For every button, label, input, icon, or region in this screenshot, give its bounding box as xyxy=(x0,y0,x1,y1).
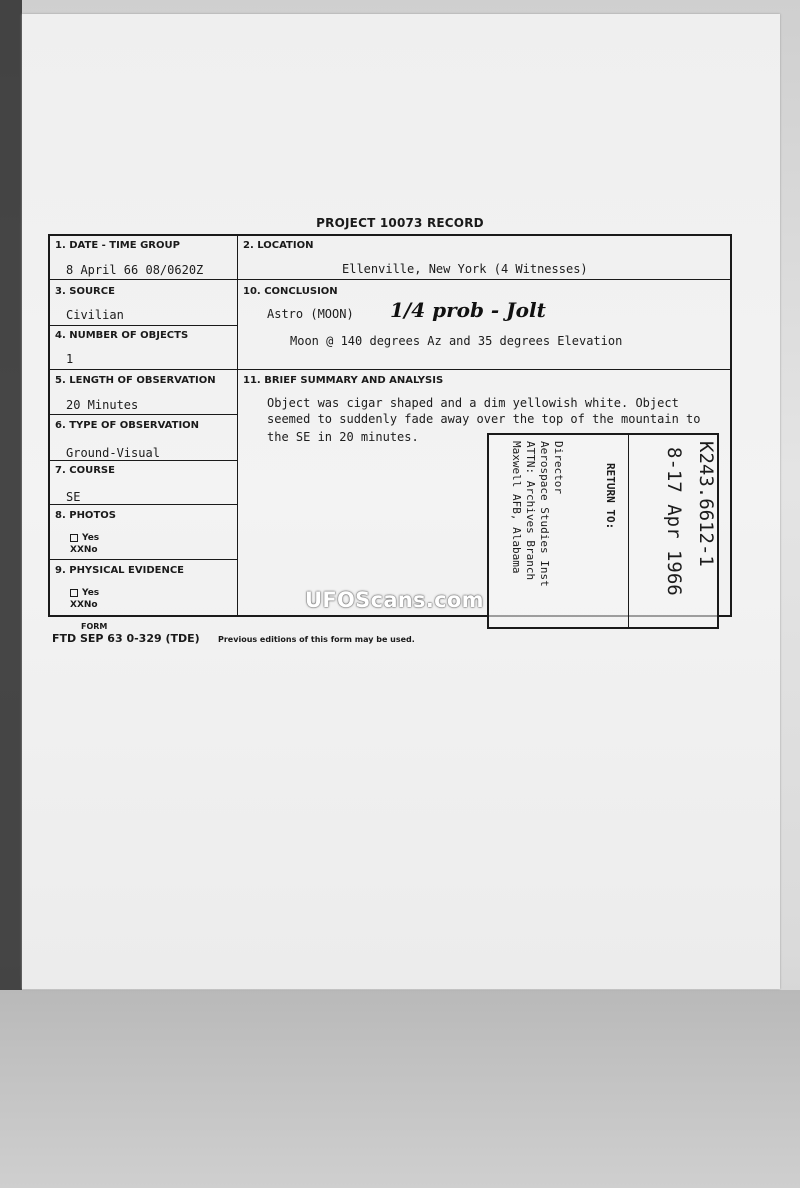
scan-lower-area xyxy=(0,990,800,1188)
row-divider xyxy=(50,325,238,326)
number-of-objects-label: 4. NUMBER OF OBJECTS xyxy=(55,330,189,341)
physical-evidence-yes-option xyxy=(70,588,99,598)
photos-no-text: No xyxy=(83,545,98,555)
number-of-objects-value: 1 xyxy=(66,352,74,366)
length-of-observation-value: 20 Minutes xyxy=(66,398,139,412)
footer-note: Previous editions of this form may be used. xyxy=(218,635,415,644)
physical-evidence-yes-text: Yes xyxy=(82,588,100,598)
handwritten-date: 8-17 Apr 1966 xyxy=(663,447,685,596)
watermark: UFOScans.com xyxy=(305,588,484,612)
conclusion-handwritten-note: 1/4 prob - Jolt xyxy=(390,298,546,322)
summary-line: the SE in 20 minutes. xyxy=(267,430,419,444)
row-divider xyxy=(50,504,238,505)
footer-form-word: FORM xyxy=(81,622,108,631)
stamp-address-line: Director xyxy=(552,441,565,494)
location-value: Ellenville, New York (4 Witnesses) xyxy=(342,262,588,276)
stamp-return-to: RETURN TO: xyxy=(604,463,617,530)
handwritten-reference: K243.6612-1 xyxy=(695,441,717,567)
physical-evidence-no-mark: XX xyxy=(70,600,84,610)
photos-label: 8. PHOTOS xyxy=(55,510,116,521)
stamp-address-line: ATTN: Archives Branch xyxy=(524,441,537,581)
stamp-divider xyxy=(628,435,629,627)
source-value: Civilian xyxy=(66,308,124,322)
return-to-stamp xyxy=(487,433,719,629)
length-of-observation-label: 5. LENGTH OF OBSERVATION xyxy=(55,375,216,386)
course-label: 7. COURSE xyxy=(55,465,115,476)
physical-evidence-no-text: No xyxy=(83,600,98,610)
footer-form-id: FTD SEP 63 0-329 (TDE) xyxy=(52,632,200,645)
checkbox-icon xyxy=(70,589,78,597)
location-label: 2. LOCATION xyxy=(243,240,314,251)
stamp-address-line: Aerospace Studies Inst xyxy=(538,441,551,587)
conclusion-label: 10. CONCLUSION xyxy=(243,286,338,297)
row-divider xyxy=(50,279,730,280)
summary-label: 11. BRIEF SUMMARY AND ANALYSIS xyxy=(243,375,444,386)
row-divider xyxy=(50,369,730,370)
type-of-observation-value: Ground-Visual xyxy=(66,446,160,460)
checkbox-icon xyxy=(70,534,78,542)
course-value: SE xyxy=(66,490,81,504)
type-of-observation-label: 6. TYPE OF OBSERVATION xyxy=(55,420,200,431)
date-time-label: 1. DATE - TIME GROUP xyxy=(55,240,180,251)
physical-evidence-no-option xyxy=(70,600,98,610)
physical-evidence-label: 9. PHYSICAL EVIDENCE xyxy=(55,565,184,576)
photos-yes-text: Yes xyxy=(82,533,100,543)
conclusion-value: Astro (MOON) xyxy=(267,307,354,321)
photos-yes-option xyxy=(70,533,99,543)
row-divider xyxy=(50,559,238,560)
summary-line: Object was cigar shaped and a dim yellowish white. Object xyxy=(267,396,679,410)
row-divider xyxy=(50,460,238,461)
summary-line: seemed to suddenly fade away over the top of the mountain to xyxy=(267,412,701,426)
photos-no-mark: XX xyxy=(70,545,84,555)
conclusion-detail: Moon @ 140 degrees Az and 35 degrees Elevation xyxy=(290,334,623,348)
date-time-value: 8 April 66 08/0620Z xyxy=(66,263,204,277)
stamp-address-line: Maxwell AFB, Alabama xyxy=(510,441,523,574)
row-divider xyxy=(50,414,238,415)
form-title: PROJECT 10073 RECORD xyxy=(316,216,484,230)
source-label: 3. SOURCE xyxy=(55,286,115,297)
photos-no-option xyxy=(70,545,98,555)
column-divider xyxy=(237,236,238,615)
